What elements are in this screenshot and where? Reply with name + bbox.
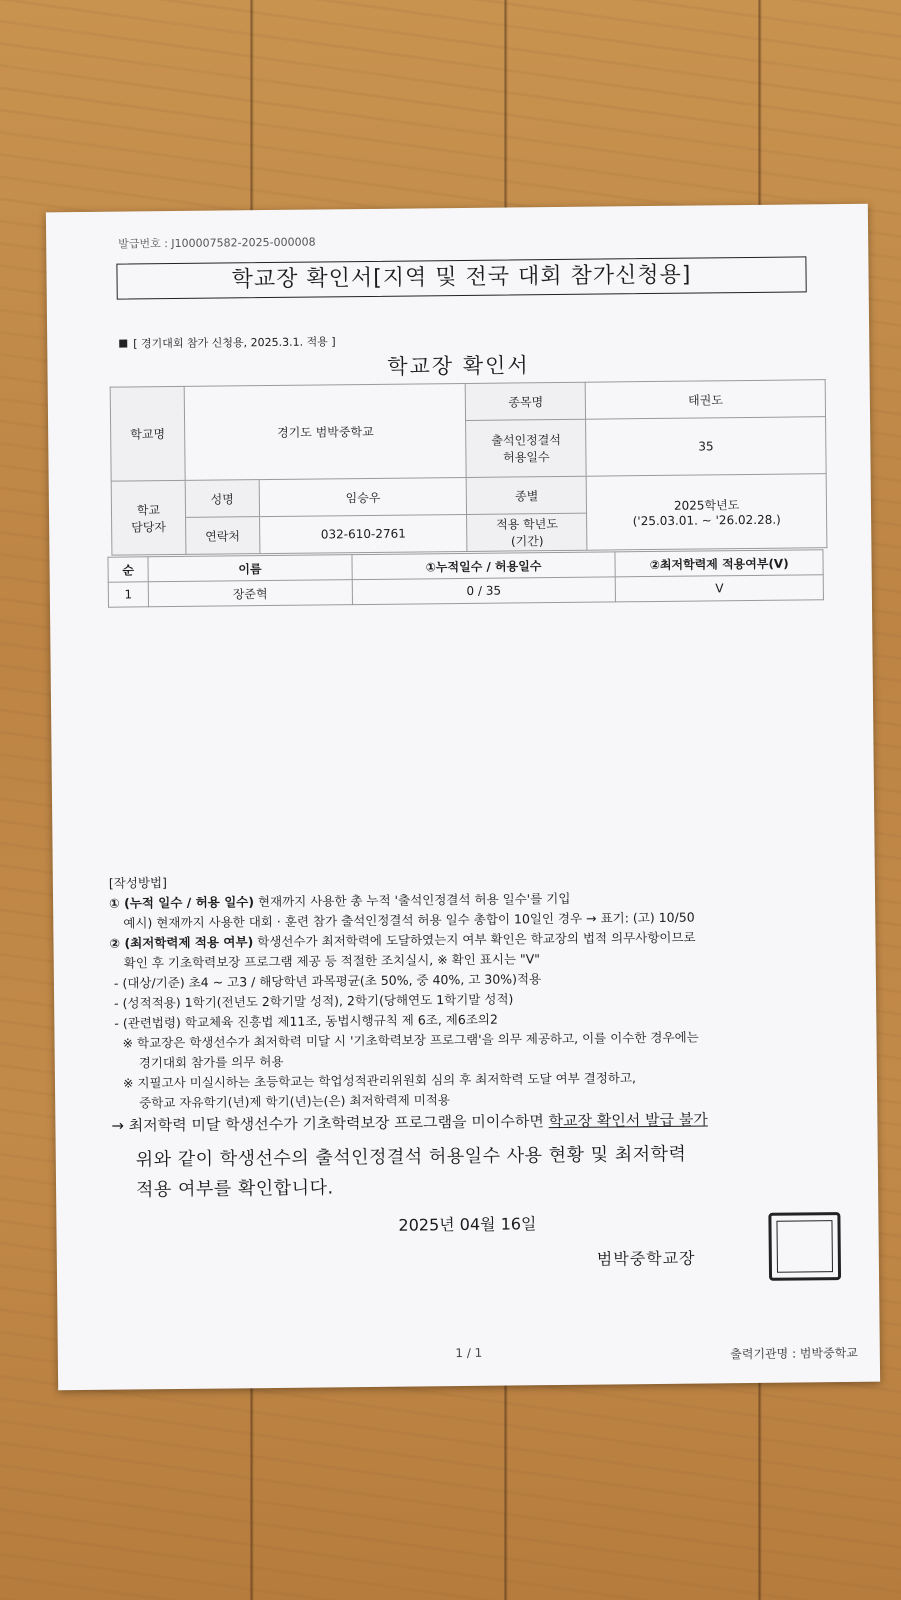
contact-label: 연락처 — [185, 517, 259, 555]
header-days: ①누적일수 / 허용일수 — [352, 552, 616, 580]
event-value: 태권도 — [585, 380, 825, 420]
row-days: 0 / 35 — [352, 577, 616, 605]
square-bullet-icon — [119, 339, 127, 347]
row-min-academic: V — [615, 575, 823, 602]
document-paper — [46, 204, 880, 1391]
output-organization: 출력기관명 : 범박중학교 — [730, 1345, 858, 1362]
name-value: 임승우 — [259, 477, 467, 516]
instruction-line: 중학교 자유학기(년)제 학기(년)는(은) 최저학력제 미적용 — [139, 1092, 451, 1111]
official-seal-icon — [768, 1212, 841, 1281]
category-label: 종별 — [467, 476, 587, 514]
instructions-heading: [작성방법] — [108, 875, 168, 891]
page-number: 1 / 1 — [455, 1345, 483, 1361]
student-table — [107, 549, 823, 607]
instruction-warning: → 최저학력 미달 학생선수가 기초학력보장 프로그램을 미이수하면 학교장 확인서 발급 불가 — [111, 1110, 708, 1135]
instruction-line: 예시) 현재까지 사용한 대회 · 훈련 참가 출석인정결석 허용 일수 총합이 10일인 경우 → 표기: (고) 10/50 — [123, 909, 695, 931]
header-seq: 순 — [108, 557, 148, 582]
school-value: 경기도 범박중학교 — [184, 383, 467, 480]
header-name: 이름 — [148, 555, 352, 582]
sub-note — [119, 333, 336, 351]
confirmation-text: 위와 같이 학생선수의 출석인정결석 허용일수 사용 현황 및 최저학력 적용 여부를 확인합니다. — [135, 1143, 687, 1201]
school-label: 학교명 — [110, 386, 185, 481]
issue-number: 발급번호 : J100007582-2025-000008 — [118, 235, 316, 251]
contact-value: 032-610-2761 — [259, 514, 467, 553]
year-label: 적용 학년도 (기간) — [467, 513, 587, 551]
instruction-line: ※ 지필고사 미실시하는 초등학교는 학업성적관리위원회 심의 후 최저학력 도달 여부 결정하고, — [122, 1070, 637, 1091]
issue-date: 2025년 04월 16일 — [398, 1214, 537, 1235]
instruction-line: - (성적적용) 1학기(전년도 2학기말 성적), 2학기(당해연도 1학기말 성적) — [114, 991, 514, 1011]
instruction-line: - (관련법령) 학교체육 진흥법 제11조, 동법시행규칙 제 6조, 제6조의2 — [114, 1011, 498, 1031]
allow-days-value: 35 — [586, 417, 826, 477]
year-value: 2025학년도 ('25.03.01. ~ '26.02.28.) — [586, 474, 826, 551]
info-table — [110, 379, 828, 555]
row-name: 장준혁 — [148, 580, 352, 607]
instruction-line: - (대상/기준) 초4 ~ 고3 / 해당학년 과목평균(초 50%, 중 40%, 고 30%)적용 — [113, 971, 542, 991]
instructions — [109, 866, 852, 1136]
instruction-line: ※ 학교장은 학생선수가 최저학력 미달 시 '기초학력보장 프로그램'을 의무 제공하고, 이를 이수한 경우에는 — [122, 1029, 699, 1051]
name-label: 성명 — [185, 480, 259, 518]
instruction-line: 경기대회 참가를 의무 허용 — [138, 1053, 284, 1071]
event-label: 종목명 — [466, 382, 586, 420]
main-title: 학교장 확인서[지역 및 전국 대회 참가신청용] — [116, 256, 806, 299]
allow-days-label: 출석인정결석 허용일수 — [466, 419, 586, 477]
instruction-line: ② (최저학력제 적용 여부) 학생선수가 최저학력에 도달하였는지 여부 확인은 학교장의 법적 의무사항이므로 — [109, 929, 696, 951]
instruction-line: ① (누적 일수 / 허용 일수) 현재까지 사용한 총 누적 '출석인정결석 허용 일수'를 기입 — [109, 890, 571, 911]
row-seq: 1 — [108, 582, 148, 607]
manager-label: 학교 담당자 — [111, 480, 186, 555]
header-min-academic: ②최저학력제 적용여부(V) — [615, 550, 823, 577]
document-title: 학교장 확인서 — [387, 353, 530, 379]
sub-note-text: [ 경기대회 참가 신청용, 2025.3.1. 적용 ] — [133, 335, 336, 351]
instruction-line: 확인 후 기초학력보장 프로그램 제공 등 적절한 조치실시, ※ 확인 표시는 "V" — [123, 951, 541, 971]
principal-name: 범박중학교장 — [596, 1248, 696, 1269]
